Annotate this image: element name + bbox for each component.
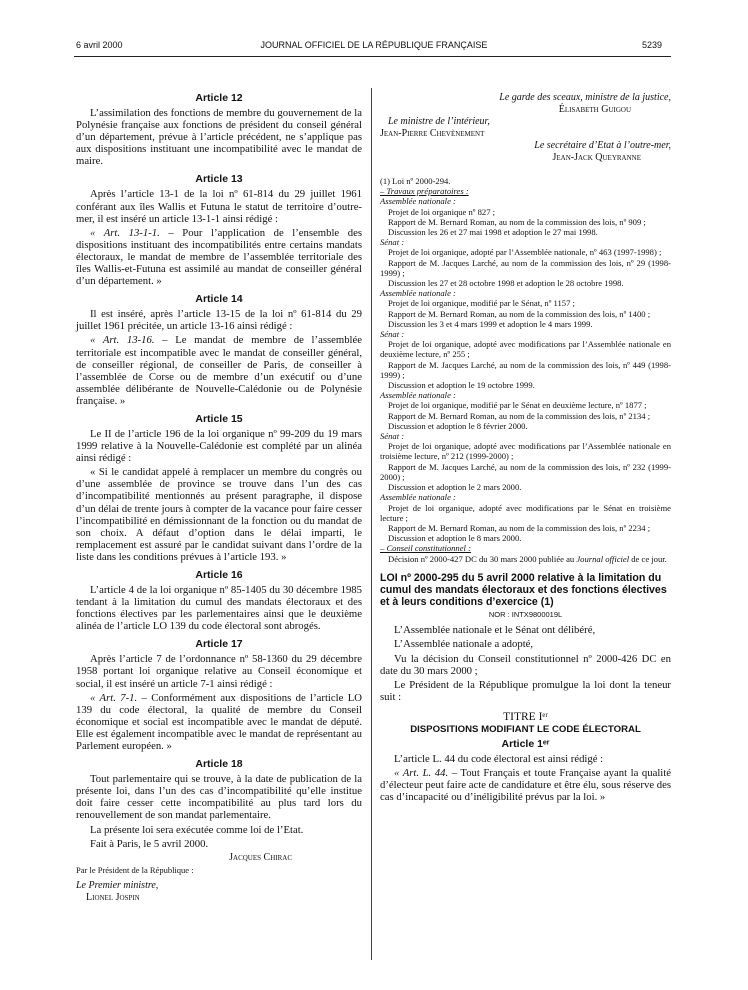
article-13-text: Après l’article 13-1 de la loi nº 61-814 du 29 juillet 1961 conférant aux îles Wallis et Futuna le statut de territoire d’outre-mer, il est inséré un article 13-1-1 ainsi rédigé : — [76, 188, 362, 225]
footnote-line: Discussion et adoption le 2 mars 2000. — [388, 482, 522, 493]
chamber-heading: Sénat : — [380, 329, 405, 340]
chamber-heading: Sénat : — [380, 431, 405, 442]
article-17-title: Article 17 — [195, 638, 243, 651]
article-15-text: Le II de l’article 196 de la loi organique nº 99-209 du 19 mars 1999 relative à la Nouvelle-Calédonie est complété par un alinéa ainsi rédigé : — [76, 427, 362, 465]
left-column — [76, 92, 362, 904]
signatory-chevenement: Jean-Pierre Chevènement — [380, 128, 485, 139]
footnote-line: Discussion et adoption le 8 mars 2000. — [388, 533, 522, 544]
conseil-heading: – Conseil constitutionnel : — [380, 543, 471, 554]
article-15-quote: « Si le candidat appelé à remplacer un membre du congrès ou d’une assemblée de province se trouve dans l’un des cas d’incompatibilité mentionnés au présent paragraphe, il dispose d’un délai de trente jours à compter de la vacance pour faire cesser l’incompatibilité en démissionnant de la fonction ou du mandat de son choix. A défaut d’option dans le délai imparti, le remplacement est assuré par le candidat suivant dans l’ordre de la liste dans les conditions prévues à l’article 193. » — [76, 466, 362, 563]
header-journal-title: JOURNAL OFFICIEL DE LA RÉPUBLIQUE FRANÇAISE — [260, 40, 488, 50]
footnote-line: Projet de loi organique nº 827 ; — [388, 206, 496, 217]
article-12-text: L’assimilation des fonctions de membre du gouvernement de la Polynésie française aux fonctions de président du conseil général d’un département, prévue à l’article précédent, ne s’applique pas aux dispositions instituant une incompatibilité avec le mandat de maire. — [76, 107, 362, 168]
signing-date: Fait à Paris, le 5 avril 2000. — [90, 837, 209, 850]
footnote-line: Projet de loi organique, adopté avec modifications par l’Assemblée nationale en troisième lecture, nº 212 (1999-2000) ; — [380, 441, 671, 462]
secretaire-outremer: Le secrétaire d’Etat à l’outre-mer, — [534, 140, 671, 151]
footnote-line: Décision nº 2000-427 DC du 30 mars 2000 publiée au Journal officiel de ce jour. — [388, 553, 667, 564]
footnote-line: Rapport de M. Bernard Roman, au nom de la commission des lois, nº 2234 ; — [388, 522, 651, 533]
par-le-president: Par le Président de la République : — [76, 864, 194, 875]
footnote-line: Rapport de M. Jacques Larché, au nom de la commission des lois, nº 29 (1998-1999) ; — [380, 257, 671, 278]
article-16-title: Article 16 — [195, 569, 243, 581]
signatory-chirac: Jacques Chirac — [229, 851, 292, 863]
signatory-jospin: Lionel Jospin — [86, 891, 140, 903]
footnote-line: Discussion les 27 et 28 octobre 1998 et adoption le 28 octobre 1998. — [388, 278, 624, 289]
article-14-quote: « Art. 13-16. – Le mandat de membre de l’assemblée territoriale est incompatible avec le mandat de conseiller général, de conseiller régional, de conseiller de Paris, de conseiller à l’assemblée de Corse ou de membre d’un exécutif ou d’une assemblée délibérante de Nouvelle-Calédonie ou de Polynésie française. » — [76, 334, 362, 407]
footnote-line: Rapport de M. Bernard Roman, au nom de la commission des lois, nº 2134 ; — [388, 410, 651, 421]
chamber-heading: Sénat : — [380, 237, 405, 248]
preamble-line: Le Président de la République promulgue la loi dont la teneur suit : — [380, 678, 671, 703]
law-title: LOI nº 2000-295 du 5 avril 2000 relative à la limitation du cumul des mandats électoraux et des fonctions électives et à leurs conditions d’exercice (1) — [380, 571, 667, 609]
article-14-text: Il est inséré, après l’article 13-15 de la loi nº 61-814 du 29 juillet 1961 précitée, un article 13-16 ainsi rédigé : — [76, 308, 362, 333]
travaux-heading: – Travaux préparatoires : — [380, 186, 469, 197]
footnote-line: Discussion et adoption le 19 octobre 1999. — [388, 380, 535, 391]
article-13-title: Article 13 — [195, 173, 243, 186]
column-divider — [371, 88, 372, 960]
signatory-guigou: Élisabeth Guigou — [558, 104, 631, 115]
chamber-heading: Assemblée nationale : — [380, 492, 456, 503]
footnote-number: (1) Loi nº 2000-294. — [380, 176, 451, 186]
article-1-text: L’article L. 44 du code électoral est ainsi rédigé : — [394, 752, 604, 765]
premier-ministre: Le Premier ministre, — [76, 879, 159, 891]
footnote-line: Rapport de M. Bernard Roman, au nom de la commission des lois, nº 909 ; — [388, 216, 646, 227]
garde-des-sceaux: Le garde des sceaux, ministre de la justice, — [499, 92, 671, 103]
chamber-heading: Assemblée nationale : — [380, 390, 456, 401]
article-15-title: Article 15 — [195, 412, 243, 425]
preamble-line: Vu la décision du Conseil constitutionnel nº 2000-426 DC en date du 30 mars 2000 ; — [380, 652, 671, 677]
footnote-line: Rapport de M. Bernard Roman, au nom de la commission des lois, nº 1400 ; — [388, 308, 651, 319]
article-16-text: L’article 4 de la loi organique nº 85-1405 du 30 décembre 1985 tendant à la limitation du cumul des mandats électoraux et des fonctions électives par les parlementaires ainsi que le deuxième alinéa de l’article LO 139 du code électoral sont abrogés. — [76, 584, 362, 633]
article-17-text: Après l’article 7 de l’ordonnance nº 58-1360 du 29 décembre 1958 portant loi organique relative au Conseil économique et social, il est inséré un article 7-1 ainsi rédigé : — [76, 653, 362, 690]
signatory-queyranne: Jean-Jack Queyranne — [552, 152, 641, 163]
chamber-heading: Assemblée nationale : — [380, 288, 456, 299]
article-1-quote: « Art. L. 44. – Tout Français et toute Française ayant la qualité d’électeur peut faire acte de candidature et être élu, sous réserve des cas d’incapacité ou d’inéligibilité prévus par la loi. » — [380, 766, 671, 804]
footnote-line: Projet de loi organique, adopté avec modifications par le Sénat en troisième lecture ; — [380, 502, 671, 523]
execution-clause: La présente loi sera exécutée comme loi de l’Etat. — [90, 823, 304, 836]
section-heading: DISPOSITIONS MODIFIANT LE CODE ÉLECTORAL — [410, 723, 641, 735]
article-18-title: Article 18 — [195, 758, 243, 771]
right-column — [380, 92, 671, 805]
footnote-line: Rapport de M. Jacques Larché, au nom de la commission des lois, nº 232 (1999-2000) ; — [380, 461, 671, 482]
article-12-title: Article 12 — [195, 92, 243, 104]
article-18-text: Tout parlementaire qui se trouve, à la date de publication de la présente loi, dans l’un des cas d’incompatibilité qu’elle institue doit faire cesser cette incompatibilité au plus tard lors du renouvellement de son mandat parlementaire. — [76, 773, 362, 822]
header-page-number: 5239 — [642, 40, 663, 50]
footnote-line: Projet de loi organique, modifié par le Sénat en deuxième lecture, nº 1877 ; — [388, 400, 647, 411]
footnote-line: Discussion et adoption le 8 février 2000. — [388, 420, 528, 431]
header-rule — [74, 56, 671, 57]
article-17-quote: « Art. 7-1. – Conformément aux dispositions de l’article LO 139 du code électoral, la qualité de membre du Conseil économique et social est incompatible avec le mandat de député. Elle est également incompatible avec le mandat de représentant au Parlement européen. » — [76, 691, 362, 753]
nor-reference: NOR : INTX9800019L — [488, 610, 563, 620]
footnote-line: Projet de loi organique, adopté par l’Assemblée nationale, nº 463 (1997-1998) ; — [388, 247, 662, 258]
footnote-line: Discussion les 26 et 27 mai 1998 et adoption le 27 mai 1998. — [388, 227, 598, 238]
footnote-line: Rapport de M. Jacques Larché, au nom de la commission des lois, nº 449 (1998-1999) ; — [380, 359, 671, 380]
footnote-block — [380, 176, 671, 564]
preamble-line: L’Assemblée nationale et le Sénat ont délibéré, — [394, 624, 596, 637]
article-13-quote: « Art. 13-1-1. – Pour l’application de l’ensemble des dispositions instituant des incompatibilités entre certains mandats électoraux, le mandat de membre de l’assemblée territoriale des îles Wallis-et-Futuna est assimilé au mandat de conseiller général d’un département. » — [76, 226, 362, 288]
footnote-line: Projet de loi organique, modifié par le Sénat, nº 1157 ; — [388, 298, 575, 309]
titre-heading: TITRE Iᵉʳ — [503, 710, 548, 723]
header-date: 6 avril 2000 — [76, 40, 123, 50]
preamble-line: L’Assemblée nationale a adopté, — [394, 638, 534, 651]
footnote-line: Projet de loi organique, adopté avec modifications par l’Assemblée nationale en deuxième lecture, nº 255 ; — [380, 339, 671, 360]
article-1-title: Article 1ᵉʳ — [501, 737, 550, 750]
ministre-interieur: Le ministre de l’intérieur, — [388, 116, 490, 127]
article-14-title: Article 14 — [195, 293, 243, 306]
footnote-line: Discussion les 3 et 4 mars 1999 et adoption le 4 mars 1999. — [388, 318, 593, 329]
chamber-heading: Assemblée nationale : — [380, 196, 456, 207]
